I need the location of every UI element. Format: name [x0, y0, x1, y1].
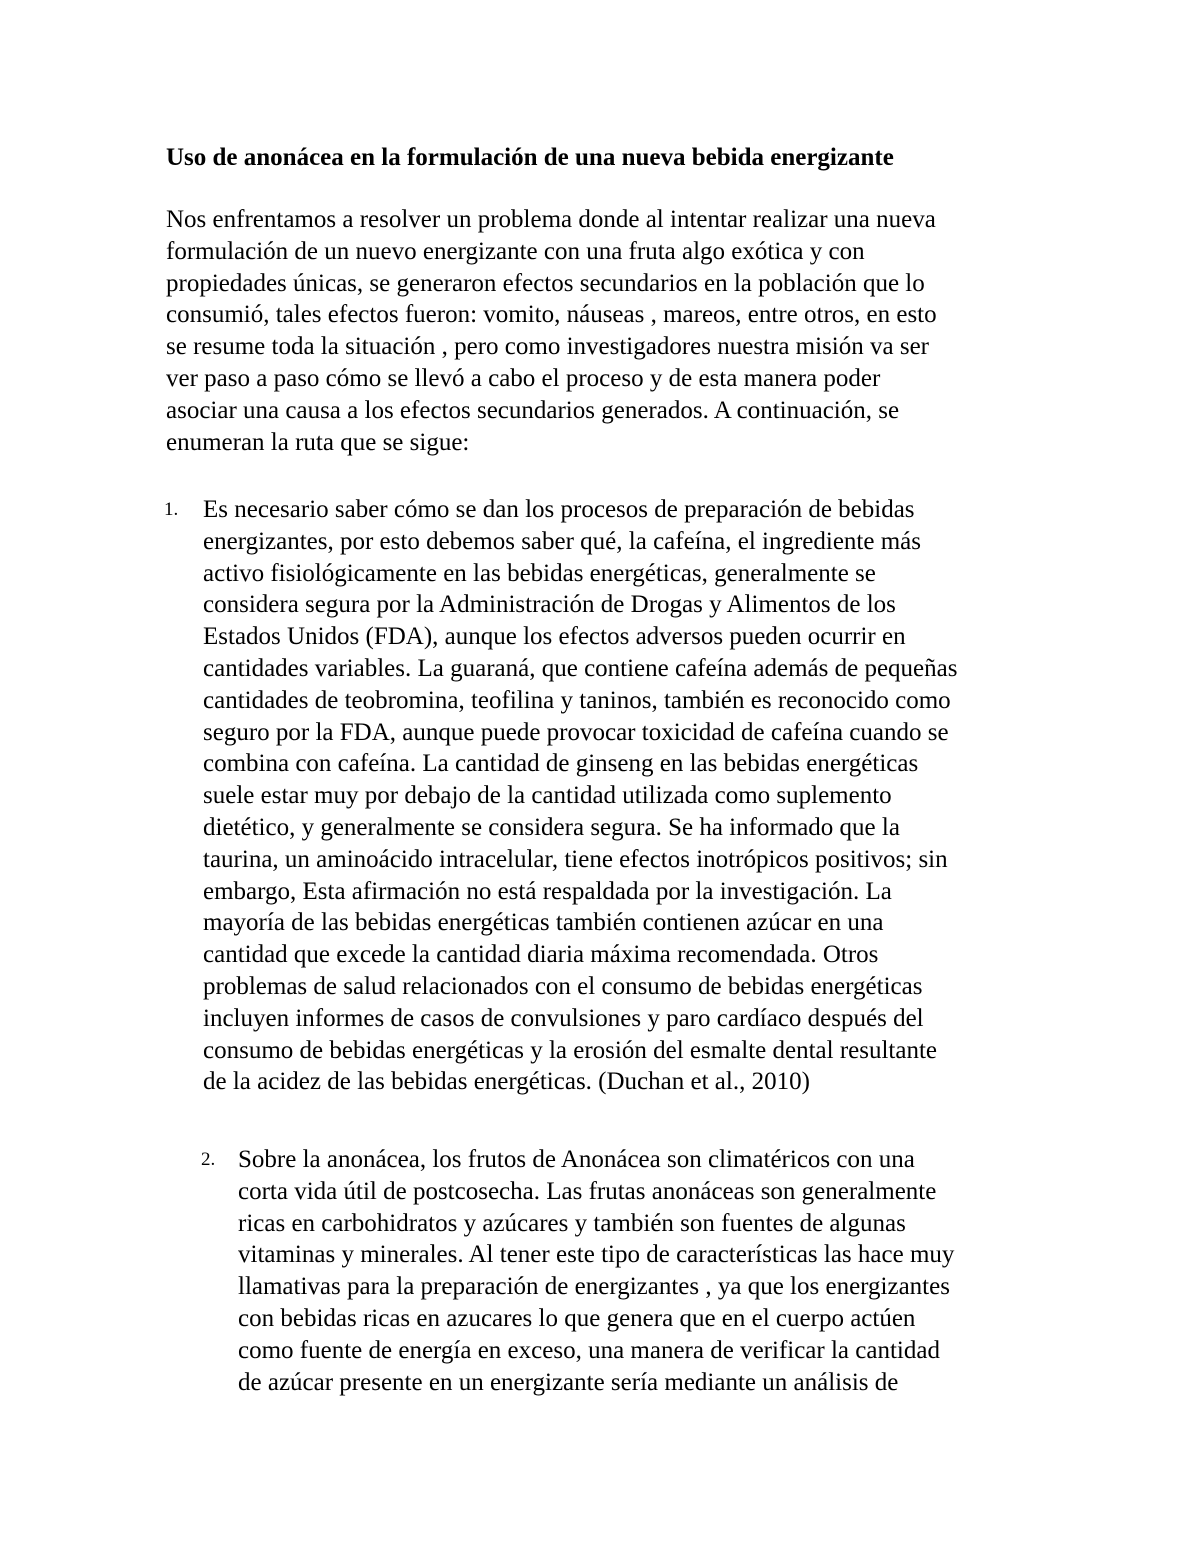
list-line: de la acidez de las bebidas energéticas. (Duchan et al., 2010) — [203, 1068, 810, 1096]
list-line: problemas de salud relacionados con el consumo de bebidas energéticas — [203, 972, 923, 1000]
list-line: dietético, y generalmente se considera segura. Se ha informado que la — [203, 813, 900, 841]
list-line: Sobre la anonácea, los frutos de Anonácea son climatéricos con una — [238, 1146, 915, 1173]
list-line: llamativas para la preparación de energizantes , ya que los energizantes — [238, 1273, 950, 1301]
intro-line: propiedades únicas, se generaron efectos secundarios en la población que lo — [166, 269, 925, 297]
list-line: mayoría de las bebidas energéticas también contienen azúcar en una — [203, 909, 884, 937]
list-line: cantidad que excede la cantidad diaria máxima recomendada. Otros — [203, 941, 879, 969]
list-item-text — [203, 494, 957, 1098]
list-line: suele estar muy por debajo de la cantidad utilizada como suplemento — [203, 782, 892, 810]
list-line: embargo, Esta afirmación no está respaldada por la investigación. La — [203, 877, 892, 905]
list-line: Es necesario saber cómo se dan los procesos de preparación de bebidas — [203, 496, 915, 523]
list-line: cantidades variables. La guaraná, que contiene cafeína además de pequeñas — [203, 654, 958, 682]
list-line: consumo de bebidas energéticas y la erosión del esmalte dental resultante — [203, 1036, 938, 1064]
list-line: incluyen informes de casos de convulsiones y paro cardíaco después del — [203, 1004, 924, 1032]
list-line: cantidades de teobromina, teofilina y taninos, también es reconocido como — [203, 686, 951, 714]
document-title: Uso de anonácea en la formulación de una nueva bebida energizante — [166, 144, 894, 171]
list-line: corta vida útil de postcosecha. Las frutas anonáceas son generalmente — [238, 1177, 937, 1205]
intro-paragraph — [166, 204, 1046, 458]
intro-line: se resume toda la situación , pero como investigadores nuestra misión va ser — [166, 333, 929, 361]
list-line: seguro por la FDA, aunque puede provocar toxicidad de cafeína cuando se — [203, 718, 949, 746]
list-line: vitaminas y minerales. Al tener este tipo de características las hace muy — [238, 1241, 955, 1269]
list-line: combina con cafeína. La cantidad de ginseng en las bebidas energéticas — [203, 750, 919, 778]
intro-line: Nos enfrentamos a resolver un problema donde al intentar realizar una nueva — [166, 206, 936, 233]
list-line: ricas en carbohidratos y azúcares y también son fuentes de algunas — [238, 1209, 906, 1237]
list-line: energizantes, por esto debemos saber qué, la cafeína, el ingrediente más — [203, 527, 921, 555]
intro-line: consumió, tales efectos fueron: vomito, náuseas , mareos, entre otros, en esto — [166, 301, 937, 329]
list-line: como fuente de energía en exceso, una manera de verificar la cantidad — [238, 1336, 940, 1364]
list-line: taurina, un aminoácido intracelular, tiene efectos inotrópicos positivos; sin — [203, 845, 948, 873]
intro-line: formulación de un nuevo energizante con una fruta algo exótica y con — [166, 237, 865, 265]
list-marker: 2. — [201, 1149, 216, 1170]
intro-line: asociar una causa a los efectos secundarios generados. A continuación, se — [166, 396, 900, 424]
intro-line: enumeran la ruta que se sigue: — [166, 428, 470, 456]
list-line: Estados Unidos (FDA), aunque los efectos adversos pueden ocurrir en — [203, 623, 906, 651]
list-line: de azúcar presente en un energizante sería mediante un análisis de — [238, 1368, 899, 1396]
list-line: activo fisiológicamente en las bebidas energéticas, generalmente se — [203, 559, 876, 587]
intro-line: ver paso a paso cómo se llevó a cabo el proceso y de esta manera poder — [166, 364, 881, 392]
list-marker: 1. — [164, 499, 179, 520]
list-line: con bebidas ricas en azucares lo que genera que en el cuerpo actúen — [238, 1304, 916, 1332]
list-item-text — [238, 1144, 954, 1398]
list-line: considera segura por la Administración de Drogas y Alimentos de los — [203, 591, 896, 619]
